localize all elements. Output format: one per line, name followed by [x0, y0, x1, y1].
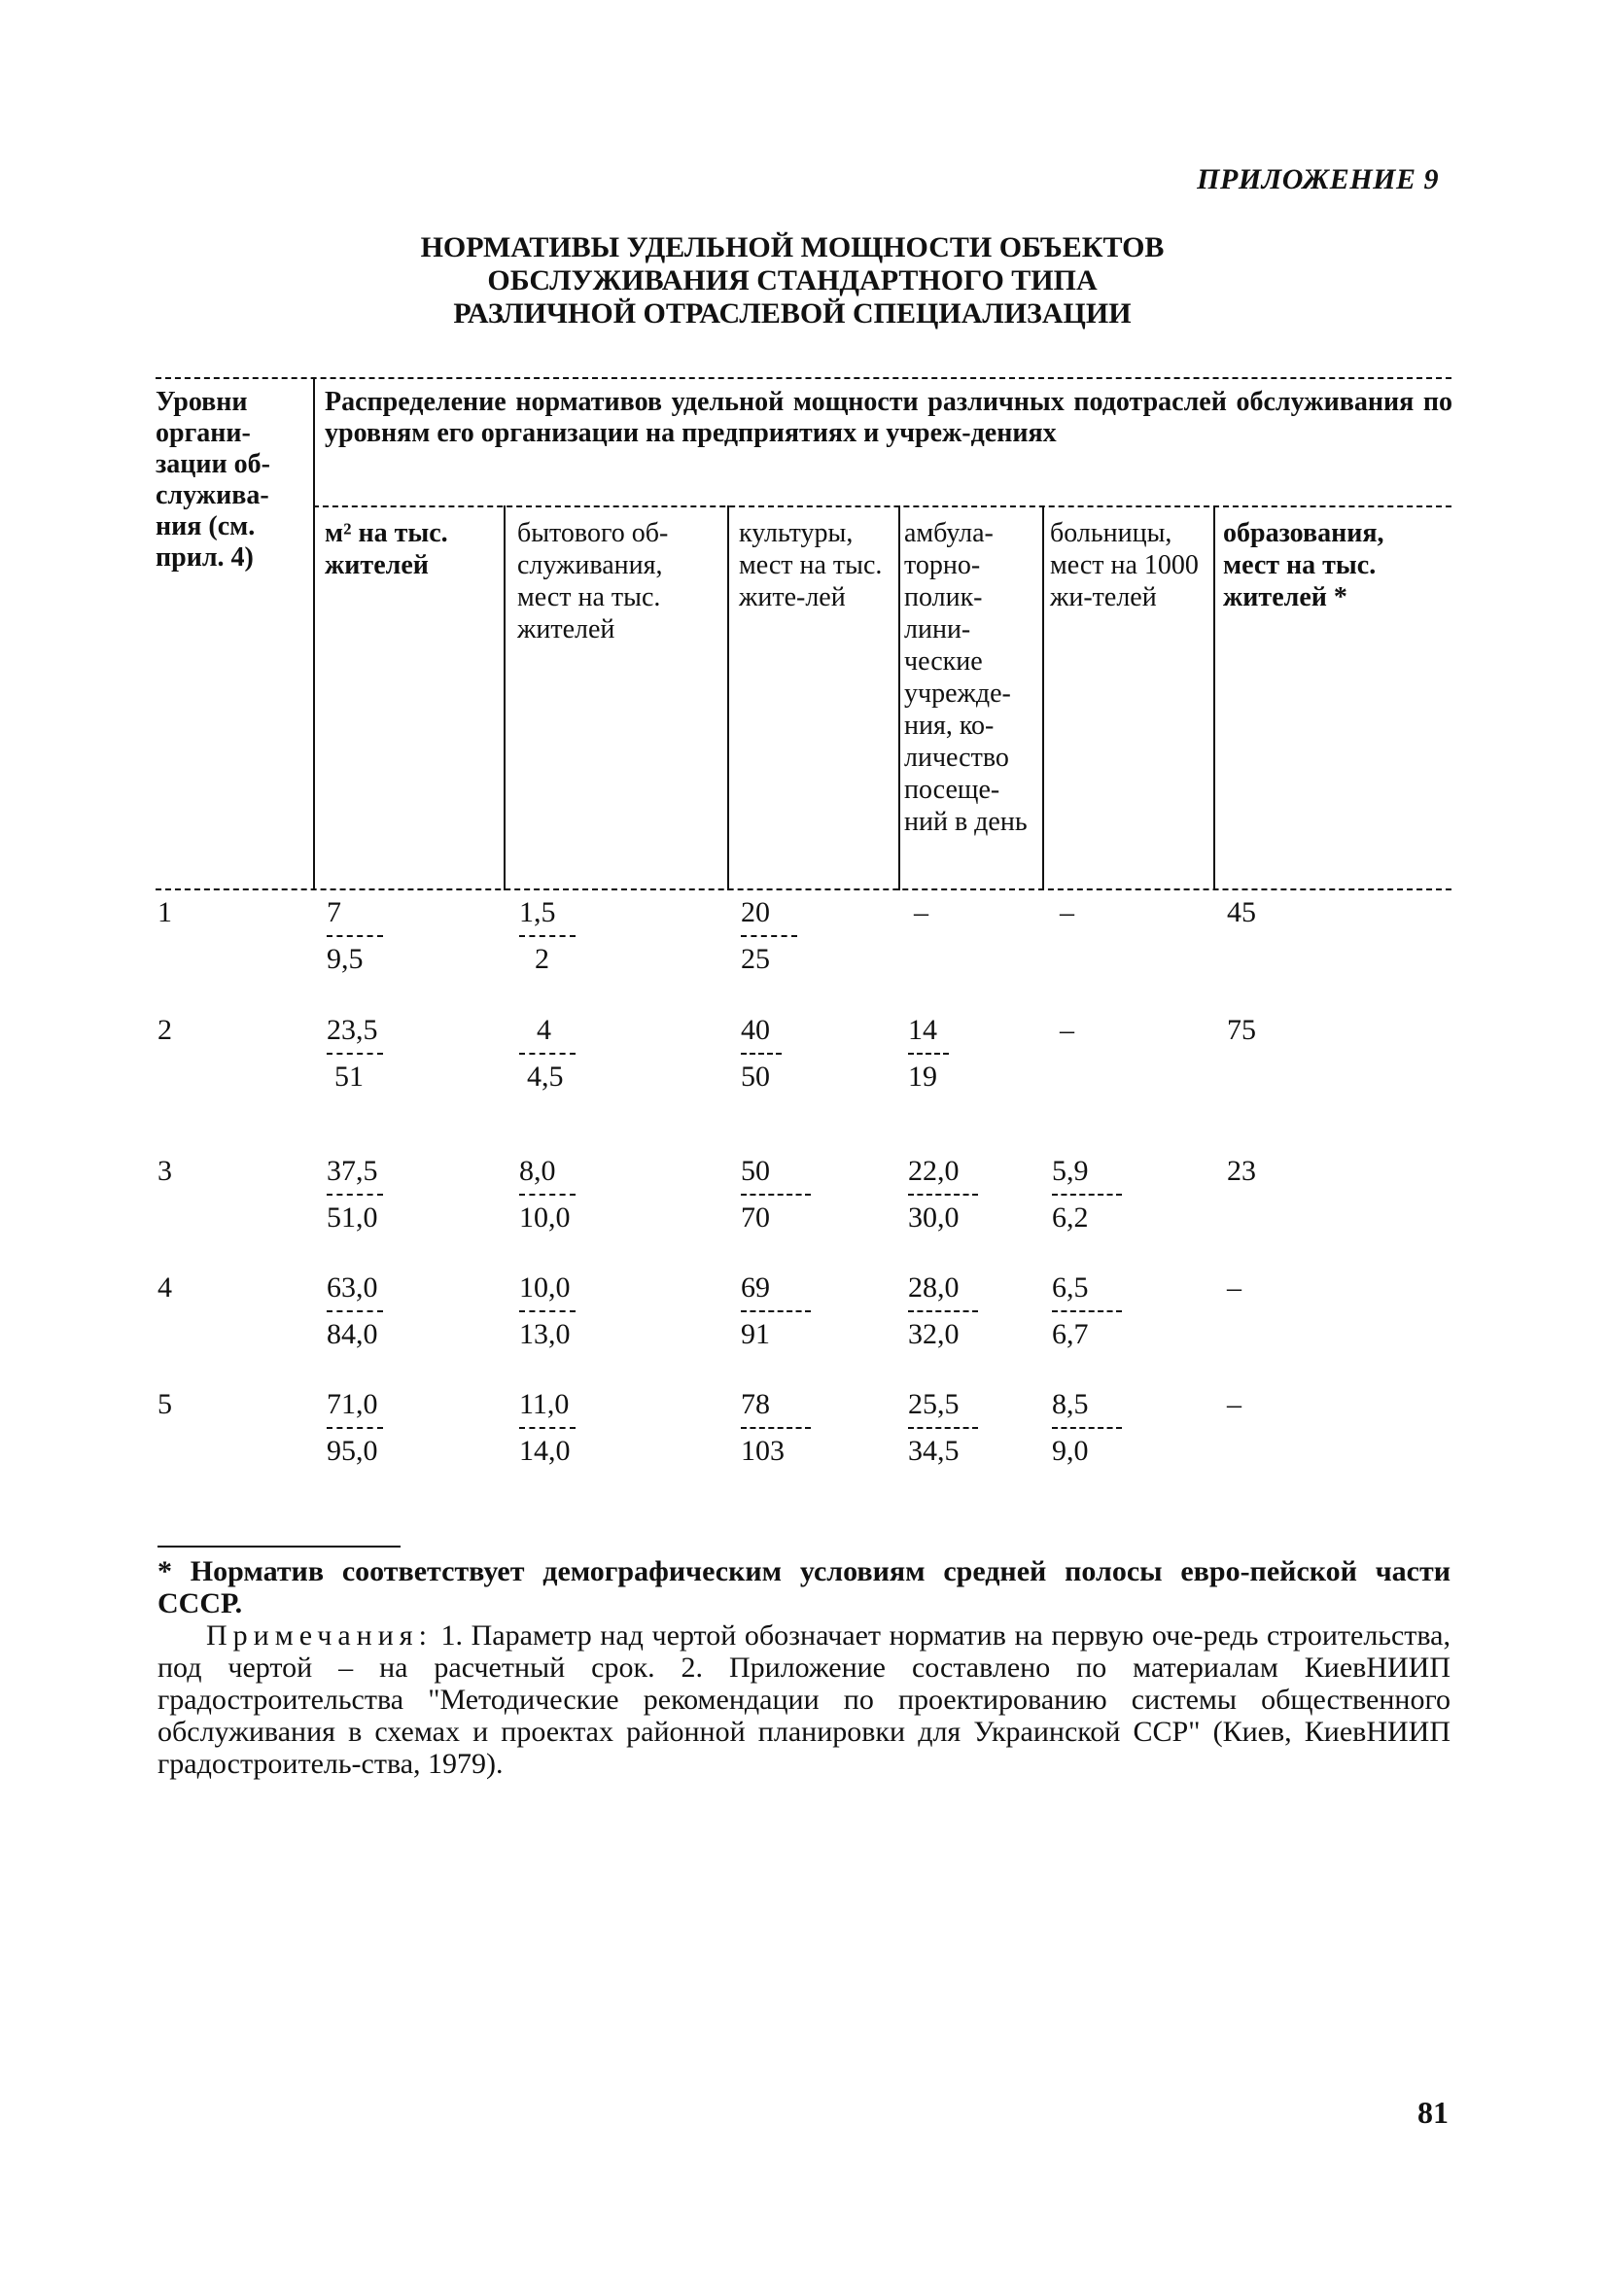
- value-denominator: 6,7: [1052, 1318, 1089, 1350]
- notes-block: [157, 1555, 1451, 1780]
- value-denominator: 95,0: [327, 1435, 378, 1467]
- value-numerator: 40: [741, 1014, 770, 1046]
- page-title: [292, 231, 1293, 330]
- value-denominator: 51,0: [327, 1201, 378, 1234]
- value-denominator: 14,0: [519, 1435, 571, 1467]
- value-numerator: 23,5: [327, 1014, 378, 1046]
- fraction-bar: [1052, 1310, 1122, 1312]
- value-education-2: 75: [1227, 1014, 1256, 1046]
- column-header-education: образования, мест на тыс. жителей *: [1223, 518, 1384, 612]
- value-denominator: 2: [535, 943, 549, 975]
- fraction-bar: [908, 1194, 978, 1196]
- value-denominator: 9,0: [1052, 1435, 1089, 1467]
- table-divider-col-5: [1213, 505, 1215, 890]
- table-divider-col-1: [504, 505, 506, 890]
- value-education-1: 45: [1227, 896, 1256, 928]
- value-numerator: 63,0: [327, 1271, 378, 1304]
- value-denominator: 70: [741, 1201, 770, 1234]
- value-denominator: 9,5: [327, 943, 364, 975]
- value-denominator: 34,5: [908, 1435, 960, 1467]
- footnote: * Норматив соответствует демографическим условиям средней полосы евро-пейской части СССР.: [157, 1555, 1451, 1619]
- fraction-bar: [1052, 1427, 1122, 1429]
- notes-paragraph: [157, 1619, 1451, 1780]
- title-line-2: ОБСЛУЖИВАНИЯ СТАНДАРТНОГО ТИПА: [487, 264, 1098, 296]
- title-line-1: НОРМАТИВЫ УДЕЛЬНОЙ МОЩНОСТИ ОБЪЕКТОВ: [420, 231, 1165, 263]
- value-denominator: 50: [741, 1061, 770, 1093]
- fraction-bar: [908, 1310, 978, 1312]
- column-header-clinic: амбула-торно-полик-лини-ческие учрежде-ния, ко-личество посеще-ний в день: [904, 518, 1028, 837]
- row-level-4: 4: [157, 1271, 172, 1304]
- fraction-bar: [1052, 1194, 1122, 1196]
- table-header-bottom-rule: [156, 888, 1451, 890]
- page-number: 81: [1417, 2095, 1449, 2130]
- value-numerator: 14: [908, 1014, 937, 1046]
- value-denominator: 25: [741, 943, 770, 975]
- levels-column-header: Уровни органи-зации об-служива-ния (см. прил. 4): [156, 387, 270, 573]
- value-numerator: 25,5: [908, 1388, 960, 1420]
- value-denominator: 19: [908, 1061, 937, 1093]
- value-numerator: 11,0: [519, 1388, 570, 1420]
- value-hospital-2: –: [1060, 1014, 1074, 1046]
- group-column-header: Распределение нормативов удельной мощности различных подотраслей обслуживания по уровням его организации на предприятиях и учреж-дениях: [325, 387, 1452, 448]
- value-education-4: –: [1227, 1271, 1241, 1304]
- table-top-rule: [156, 377, 1451, 379]
- row-level-2: 2: [157, 1014, 172, 1046]
- value-denominator: 103: [741, 1435, 785, 1467]
- fraction-bar: [741, 1053, 782, 1055]
- footnote-rule: [157, 1546, 401, 1548]
- table-divider-col-2: [727, 505, 729, 890]
- title-line-3: РАЗЛИЧНОЙ ОТРАСЛЕВОЙ СПЕЦИАЛИЗАЦИИ: [453, 297, 1132, 330]
- value-denominator: 6,2: [1052, 1201, 1089, 1234]
- column-header-trade: м² на тыс. жителей: [325, 518, 448, 580]
- row-level-3: 3: [157, 1155, 172, 1187]
- fraction-bar: [327, 1427, 383, 1429]
- column-header-hospital: больницы, мест на 1000 жи-телей: [1050, 518, 1199, 612]
- value-numerator: 50: [741, 1155, 770, 1187]
- row-level-1: 1: [157, 896, 172, 928]
- value-numerator: 8,0: [519, 1155, 556, 1187]
- table-divider-levels: [313, 377, 315, 890]
- value-numerator: 28,0: [908, 1271, 960, 1304]
- value-denominator: 13,0: [519, 1318, 571, 1350]
- value-numerator: 20: [741, 896, 770, 928]
- table-divider-col-3: [898, 505, 900, 890]
- fraction-bar: [741, 1194, 811, 1196]
- fraction-bar: [908, 1427, 978, 1429]
- fraction-bar: [327, 935, 383, 937]
- value-denominator: 4,5: [527, 1061, 564, 1093]
- fraction-bar: [741, 935, 797, 937]
- value-denominator: 84,0: [327, 1318, 378, 1350]
- value-numerator: 8,5: [1052, 1388, 1089, 1420]
- value-numerator: 4: [537, 1014, 551, 1046]
- value-denominator: 30,0: [908, 1201, 960, 1234]
- fraction-bar: [327, 1053, 383, 1055]
- column-header-culture: культуры, мест на тыс. жите-лей: [739, 518, 883, 612]
- row-level-5: 5: [157, 1388, 172, 1420]
- value-numerator: 78: [741, 1388, 770, 1420]
- fraction-bar: [327, 1310, 383, 1312]
- table-subheader-rule: [313, 505, 1451, 507]
- value-numerator: 37,5: [327, 1155, 378, 1187]
- fraction-bar: [741, 1310, 811, 1312]
- value-clinic-1: –: [914, 896, 928, 928]
- notes-label: Примечания:: [206, 1619, 433, 1652]
- value-numerator: 7: [327, 896, 341, 928]
- value-denominator: 10,0: [519, 1201, 571, 1234]
- value-numerator: 69: [741, 1271, 770, 1304]
- value-denominator: 51: [334, 1061, 364, 1093]
- notes-text: 1. Параметр над чертой обозначает норматив на первую оче-редь строительства, под чертой – на расчетный срок. 2. Приложение составлено по материалам КиевНИИП градостроительства "Методические рекомендации по проектированию системы общественного обслуживания в схемах и проектах районной планировки для Украинской ССР" (Киев, КиевНИИП градостроитель-ства, 1979).: [157, 1619, 1451, 1780]
- column-header-household: бытового об-служивания, мест на тыс. жителей: [517, 518, 669, 644]
- value-numerator: 5,9: [1052, 1155, 1089, 1187]
- value-numerator: 22,0: [908, 1155, 960, 1187]
- fraction-bar: [908, 1053, 949, 1055]
- fraction-bar: [519, 1194, 576, 1196]
- fraction-bar: [519, 935, 576, 937]
- value-hospital-1: –: [1060, 896, 1074, 928]
- value-numerator: 1,5: [519, 896, 556, 928]
- appendix-label: ПРИЛОЖЕНИЕ 9: [1197, 163, 1439, 195]
- value-denominator: 32,0: [908, 1318, 960, 1350]
- value-numerator: 10,0: [519, 1271, 571, 1304]
- value-numerator: 6,5: [1052, 1271, 1089, 1304]
- value-education-5: –: [1227, 1388, 1241, 1420]
- value-denominator: 91: [741, 1318, 770, 1350]
- fraction-bar: [519, 1427, 576, 1429]
- value-education-3: 23: [1227, 1155, 1256, 1187]
- fraction-bar: [741, 1427, 811, 1429]
- fraction-bar: [327, 1194, 383, 1196]
- fraction-bar: [519, 1053, 576, 1055]
- table-divider-col-4: [1042, 505, 1044, 890]
- fraction-bar: [519, 1310, 576, 1312]
- value-numerator: 71,0: [327, 1388, 378, 1420]
